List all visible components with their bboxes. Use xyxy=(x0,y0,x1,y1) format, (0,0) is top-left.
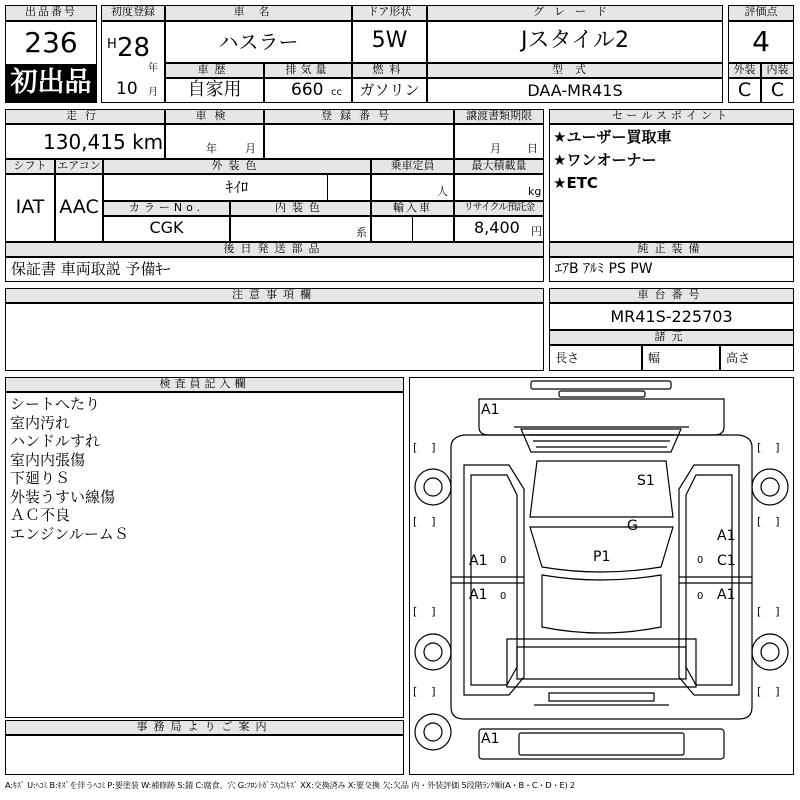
notes-cell xyxy=(5,303,544,371)
bracket-mark: [ ] xyxy=(413,605,436,618)
mark-right-front: A1 xyxy=(717,528,736,544)
exterior-header: 外装 xyxy=(728,63,761,78)
width-label: 幅 xyxy=(648,351,661,365)
mark-left-rear: A1 xyxy=(469,587,488,603)
first-reg-header: 初度登録 xyxy=(101,5,165,21)
inspection-month-unit: 月 xyxy=(245,142,256,155)
transfer-month-unit: 月 xyxy=(490,142,501,155)
import-divider xyxy=(412,216,413,242)
mark-bottom: A1 xyxy=(481,731,500,747)
inspector-line: 室内汚れ xyxy=(10,413,71,432)
bracket-mark: [ ] xyxy=(757,441,780,454)
body-color: ｷｲﾛ xyxy=(225,178,249,196)
grade-header: グレード xyxy=(427,5,723,21)
ac-header: エアコン xyxy=(55,159,103,174)
length-label: 長さ xyxy=(555,351,580,365)
transfer-day-unit: 日 xyxy=(527,142,538,155)
bracket-mark: [ ] xyxy=(413,685,436,698)
history: 自家用 xyxy=(187,79,242,100)
score-header: 評価点 xyxy=(728,5,794,21)
year-unit: 年 xyxy=(148,63,158,74)
mileage-header: 走行 xyxy=(5,109,165,124)
fuel-header: 燃料 xyxy=(352,63,427,78)
small-mark: 0 xyxy=(500,591,507,602)
car-name: ハスラー xyxy=(218,30,299,54)
interior-header: 内装 xyxy=(761,63,794,78)
displacement-header: 排気量 xyxy=(264,63,352,78)
era-letter: H xyxy=(107,37,117,52)
mark-right-mid: C1 xyxy=(717,553,736,569)
shift: IAT xyxy=(15,196,45,218)
office-header: 事務局よりご案内 xyxy=(5,720,404,735)
chassis-header: 車台番号 xyxy=(549,288,794,303)
recycle-unit: 円 xyxy=(531,225,542,238)
later-parts-header: 後日発送部品 xyxy=(5,242,544,257)
bracket-mark: [ ] xyxy=(757,605,780,618)
reg-month: 10 xyxy=(116,79,138,99)
capacity-header: 乗車定員 xyxy=(371,159,454,174)
inspector-line: 外装うすい線傷 xyxy=(10,487,116,506)
inspector-line: ＡＣ不良 xyxy=(10,506,71,524)
mileage: 130,415 km xyxy=(43,130,164,154)
displacement-unit: cc xyxy=(331,87,342,98)
door-header: ドア形状 xyxy=(352,5,427,21)
specs-header: 諸元 xyxy=(549,330,794,345)
reg-no-header: 登録番号 xyxy=(264,109,454,124)
car-name-header: 車名 xyxy=(165,5,352,21)
small-mark: 0 xyxy=(500,555,507,566)
first-listing-text: 初出品 xyxy=(10,67,92,98)
notes-header: 注意事項欄 xyxy=(5,288,544,303)
recycle-fee: 8,400 xyxy=(474,218,520,237)
mark-left-front: A1 xyxy=(469,553,488,569)
mark-bonnet: P1 xyxy=(593,549,611,565)
color-number: CGK xyxy=(149,218,184,237)
sales-point-1: ★ユーザー買取車 xyxy=(553,128,672,146)
month-unit: 月 xyxy=(148,87,158,98)
lot-number-header: 出品番号 xyxy=(5,5,97,21)
chassis-number: MR41S-225703 xyxy=(610,307,733,326)
reg-year: 28 xyxy=(117,33,151,63)
import-header: 輸入車 xyxy=(371,201,454,216)
int-color-cell xyxy=(230,216,371,242)
history-header: 車歴 xyxy=(165,63,264,78)
sales-point-3: ★ETC xyxy=(553,174,598,192)
mark-right-rear: A1 xyxy=(717,587,736,603)
shift-header: シフト xyxy=(5,159,55,174)
recycle-header: リサイクル預託金 xyxy=(454,201,544,216)
inspector-line: 下廻りＳ xyxy=(10,469,71,487)
exterior-grade: C xyxy=(737,79,752,101)
color-divider xyxy=(327,174,328,201)
transfer-header: 譲渡書類期限 xyxy=(454,109,544,124)
load-header: 最大積載量 xyxy=(454,159,544,174)
inspector-line: 室内内張傷 xyxy=(10,450,86,469)
genuine-equipment: ｴｱB ｱﾙﾐ PS PW xyxy=(555,261,653,277)
int-color-header: 内装色 xyxy=(230,201,371,216)
mark-top: A1 xyxy=(481,402,500,418)
sales-points-header: セールスポイント xyxy=(549,109,794,124)
inspector-line: エンジンルームＳ xyxy=(10,524,129,543)
door-type: 5W xyxy=(371,28,408,53)
reg-no-cell xyxy=(264,124,454,159)
inspector-line: ハンドルすれ xyxy=(10,432,101,450)
mark-glass: G xyxy=(627,518,638,534)
capacity-unit: 人 xyxy=(437,185,448,198)
genuine-header: 純正装備 xyxy=(549,242,794,257)
inspector-list xyxy=(10,395,129,543)
bracket-mark: [ ] xyxy=(413,441,436,454)
color-no-header: カラーNo. xyxy=(103,201,230,216)
bracket-mark: [ ] xyxy=(757,515,780,528)
lot-number: 236 xyxy=(24,26,78,59)
car-diagram xyxy=(409,377,794,775)
mark-roof: S1 xyxy=(637,473,655,489)
legend: A:ｷｽﾞ U:ﾍｺﾐ B:ｷｽﾞを伴うﾍｺﾐ P:要塗装 W:補修跡 S:錆 C:腐食、穴 G:ﾌﾛﾝﾄｶﾞﾗｽ点ｷｽﾞ XX:交換済み X:要交換 欠:欠品 内・外装評価 5段階ﾗﾝｸ順(A・B・C・D・E) 2 xyxy=(5,780,575,790)
inspection-header: 車検 xyxy=(165,109,264,124)
inspector-header: 検査員記入欄 xyxy=(5,377,404,392)
inspection-year-unit: 年 xyxy=(206,142,217,155)
model-header: 型式 xyxy=(427,63,723,78)
interior-grade: C xyxy=(770,79,785,101)
fuel: ガソリン xyxy=(359,81,420,99)
grade: Jスタイル2 xyxy=(520,28,630,53)
office-cell xyxy=(5,735,404,775)
later-parts: 保証書 車両取説 予備ｷｰ xyxy=(11,260,171,278)
displacement: 660 xyxy=(291,80,324,100)
model: DAA-MR41S xyxy=(527,81,623,100)
color-header: 外装色 xyxy=(103,159,371,174)
inspector-line: シートへたり xyxy=(10,395,101,413)
small-mark: 0 xyxy=(697,591,704,602)
bracket-mark: [ ] xyxy=(413,515,436,528)
ac: AAC xyxy=(59,196,99,218)
bracket-mark: [ ] xyxy=(757,685,780,698)
small-mark: 0 xyxy=(697,555,704,566)
sales-point-2: ★ワンオーナー xyxy=(553,151,657,169)
height-label: 高さ xyxy=(726,351,751,365)
int-color-unit: 系 xyxy=(356,226,367,239)
load-unit: kg xyxy=(528,185,542,198)
score: 4 xyxy=(752,25,770,58)
